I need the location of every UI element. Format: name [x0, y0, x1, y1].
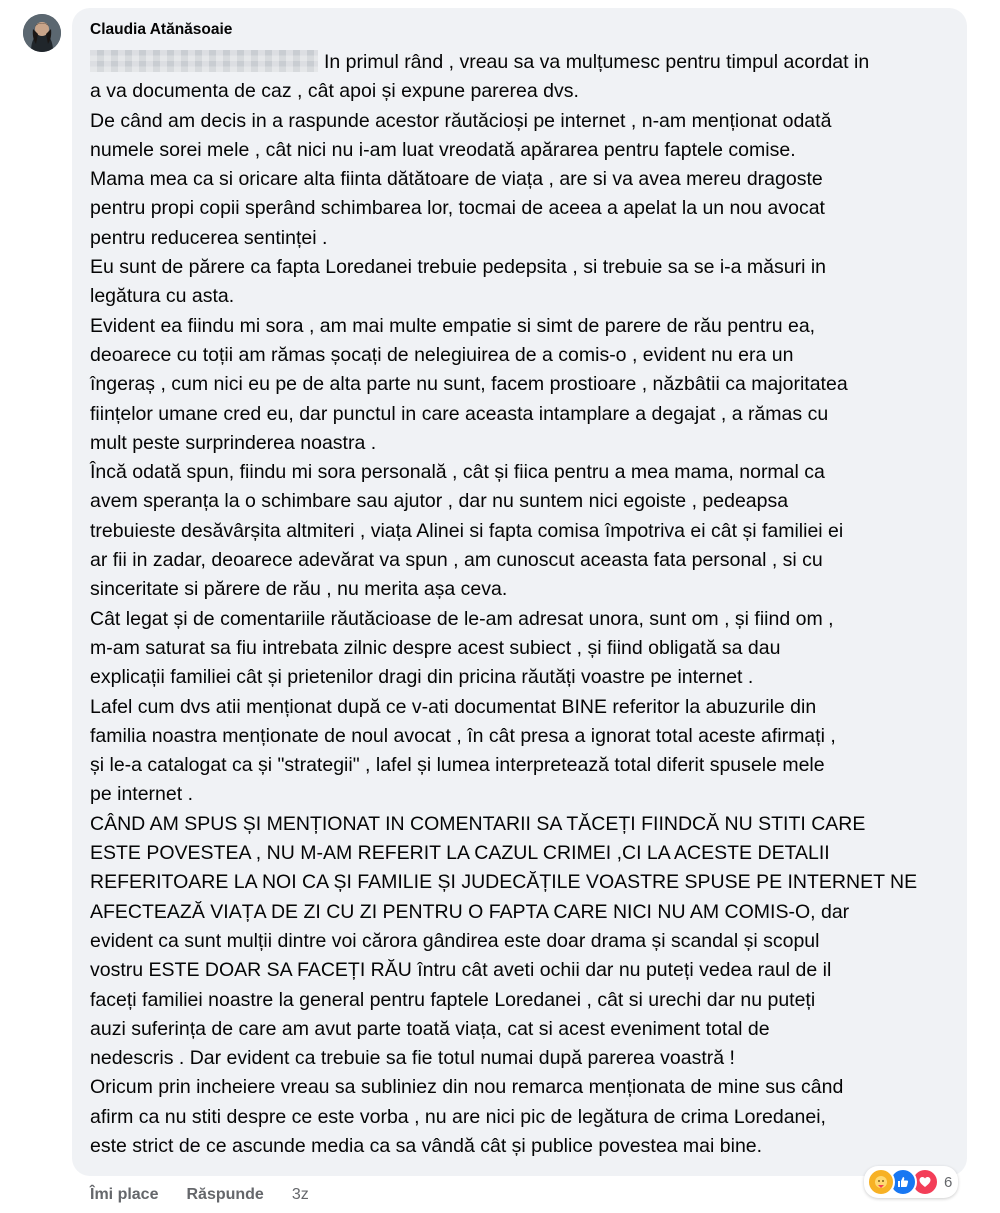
reactions-summary[interactable]	[864, 1166, 958, 1198]
comment-line: pentru propi copii sperând schimbarea lor, tocmai de aceea a apelat la un nou avocat	[90, 197, 825, 220]
reply-button[interactable]: Răspunde	[186, 1186, 264, 1203]
care-icon	[867, 1168, 895, 1196]
comment-line: a va documenta de caz , cât apoi și expune parerea dvs.	[90, 80, 579, 103]
comment-line: De când am decis in a raspunde acestor răutăcioși pe internet , n-am menționat odată	[90, 109, 832, 132]
comment-line: m-am saturat sa fiu intrebata zilnic despre acest subiect , și fiind obligată sa dau	[90, 636, 781, 659]
avatar[interactable]	[23, 14, 61, 52]
comment-line: In primul rând , vreau sa va mulțumesc pentru timpul acordat in	[90, 48, 949, 77]
comment-line: pentru reducerea sentinței .	[90, 226, 328, 249]
comment-author[interactable]: Claudia Atănăsoaie	[90, 21, 233, 38]
comment-line: Eu sunt de părere ca fapta Loredanei trebuie pedepsita , si trebuie sa se i-a măsuri in	[90, 256, 827, 279]
comment-line: Oricum prin incheiere vreau sa subliniez din nou remarca menționata de mine sus când	[90, 1076, 844, 1099]
comment-timestamp[interactable]: 3z	[291, 1186, 309, 1203]
comment-line: îngeraș , cum nici eu pe de alta parte nu sunt, facem prostioare , năzbâtii ca majoritatea	[90, 373, 848, 396]
like-button[interactable]: Îmi place	[90, 1186, 159, 1203]
comment-line: familia noastra menționate de noul avocat , în cât presa a ignorat total aceste afirmați ,	[90, 724, 836, 747]
comment-line: Încă odată spun, fiindu mi sora personală , cât și fiica pentru a mea mama, normal ca	[90, 461, 825, 484]
comment-line: și le-a catalogat ca și "strategii" , lafel și lumea interpretează total diferit spusele mele	[90, 754, 825, 777]
avatar-image	[23, 14, 61, 52]
comment-text	[90, 48, 949, 1161]
comment-line: legătura cu asta.	[90, 285, 235, 308]
comment-line: pe internet .	[90, 783, 193, 806]
reaction-count: 6	[944, 1173, 953, 1191]
comment-line: Mama mea ca si oricare alta fiinta dătătoare de viața , are si va avea mereu dragoste	[90, 168, 823, 191]
comment-line: numele sorei mele , cât nici nu i-am luat vreodată apărarea pentru faptele comise.	[90, 138, 796, 161]
comment-line: avem speranța la o schimbare sau ajutor , dar nu suntem nici egoiste , pedeapsa	[90, 490, 789, 513]
comment-line: deoarece cu toții am rămas șocați de nelegiuirea de a comis-o , evident nu era un	[90, 343, 794, 366]
comment-line: nedescris . Dar evident ca trebuie sa fie totul numai după parerea voastră !	[90, 1047, 735, 1070]
comment-bubble	[72, 8, 967, 1176]
comment-line: este strict de ce ascunde media ca sa vândă cât și publice povestea mai bine.	[90, 1134, 763, 1157]
comment-line: ar fii in zadar, deoarece adevărat va spun , am cunoscut aceasta fata personal , si cu	[90, 549, 823, 572]
comment-line: ființelor umane cred eu, dar punctul in care aceasta intamplare a degajat , a rămas cu	[90, 402, 829, 425]
comment-line: ESTE POVESTEA , NU M-AM REFERIT LA CAZUL CRIMEI ,CI LA ACESTE DETALII	[90, 842, 830, 865]
comment-line: Cât legat și de comentariile răutăcioase de le-am adresat unora, sunt om , și fiind om ,	[90, 607, 834, 630]
comment-line: evident ca sunt mulții dintre voi cărora gândirea este doar drama și scandal și scopul	[90, 929, 820, 952]
comment-line: sinceritate si părere de rău , nu merita așa ceva.	[90, 578, 508, 601]
comment-line: CÂND AM SPUS ȘI MENȚIONAT IN COMENTARII SA TĂCEȚI FIINDCĂ NU STITI CARE	[90, 812, 866, 835]
comment-line: afirm ca nu stiti despre ce este vorba , nu are nici pic de legătura de crima Loredanei,	[90, 1105, 826, 1128]
comment-line: faceți familiei noastre la general pentru faptele Loredanei , cât si urechi dar nu puteți	[90, 988, 816, 1011]
redacted-name	[90, 50, 318, 72]
comment-line: REFERITOARE LA NOI CA ȘI FAMILIE ȘI JUDECĂȚILE VOASTRE SPUSE PE INTERNET NE	[90, 871, 918, 894]
comment-line: Evident ea fiindu mi sora , am mai multe empatie si simt de parere de rău pentru ea,	[90, 314, 816, 337]
comment-line: mult peste surprinderea noastra .	[90, 431, 377, 454]
comment-actions	[90, 1186, 337, 1204]
comment-line: Lafel cum dvs atii menționat după ce v-ati documentat BINE referitor la abuzurile din	[90, 695, 817, 718]
comment-line: AFECTEAZĂ VIAȚA DE ZI CU ZI PENTRU O FAPTA CARE NICI NU AM COMIS-O, dar	[90, 900, 850, 923]
comment-line: auzi suferința de care am avut parte toată viața, cat si acest eveniment total de	[90, 1017, 770, 1040]
comment-line: trebuieste desăvârșita altmiteri , viața Alinei si fapta comisa împotriva ei cât și familiei ei	[90, 519, 844, 542]
comment-line: vostru ESTE DOAR SA FACEȚI RĂU întru cât aveti ochii dar nu puteți vedea raul de il	[90, 959, 832, 982]
comment-line: explicații familiei cât și prietenilor dragi din pricina răutăți voastre pe internet .	[90, 666, 754, 689]
